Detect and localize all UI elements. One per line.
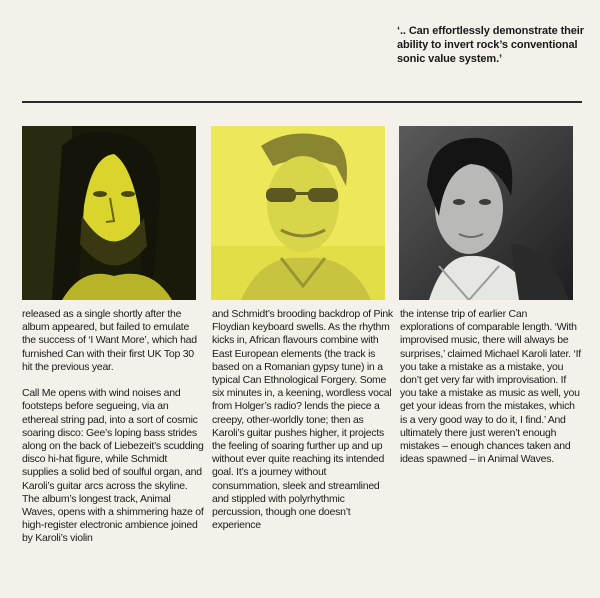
text-column-1 bbox=[22, 308, 204, 559]
portrait-image bbox=[211, 126, 385, 300]
pull-quote: ‘.. Can effortlessly demonstrate their ability to invert rock’s conventional sonic value system.’ bbox=[397, 25, 584, 65]
photo-band-member-2 bbox=[211, 126, 385, 300]
portrait-image bbox=[399, 126, 573, 300]
photo-band-member-1 bbox=[22, 126, 196, 300]
text-column-2 bbox=[212, 308, 394, 546]
paragraph: Call Me opens with wind noises and footsteps before segueing, via an ethereal string pad, into a sort of cosmic soaring disco: Gee’s loping bass strides along on the back of Liebezeit’s scudding disco hi-hat figure, while Schmidt supplies a solid bed of soulful organ, and Karoli’s guitar arcs across the skyline. The album’s longest track, Animal Waves, opens with a shimmering haze of high-register electronic ambience joined by Karoli’s violin bbox=[22, 387, 204, 545]
photo-band-member-3 bbox=[399, 126, 573, 300]
paragraph: and Schmidt’s brooding backdrop of Pink Floydian keyboard swells. As the rhythm kicks in, African flavours combine with East European elements (the track is based on a Romanian gypsy tune) in a typical Can Ethnological Forgery. Some six minutes in, a keening, wordless vocal from Holger’s radio? lends the piece a creepy, other-worldly tone; then as Karoli’s guitar pushes higher, it projects the feeling of soaring further up and up without ever quite reaching its intended goal. It’s a journey without consummation, sleek and streamlined and stippled with polyrhythmic percussion, though one doesn’t experience bbox=[212, 308, 393, 532]
text-column-3 bbox=[400, 308, 582, 480]
paragraph: released as a single shortly after the album appeared, but failed to emulate the success of ‘I Want More’, which had furnished Can with their first UK Top 30 hit the previous year. bbox=[22, 308, 197, 373]
horizontal-divider bbox=[22, 101, 582, 103]
paragraph: the intense trip of earlier Can explorations of comparable length. ‘With improvised music, there will always be surprises,’ claimed Michael Karoli later. ‘If you take a mistake as a mistake, you don’t get very far with improvisation. If you take a mistake as music as well, you get your ideas from the mistakes, which is a very good way to do it, I find.’ And ultimately there just weren’t enough mistakes – enough chances taken and ideas spawned – in Animal Waves. bbox=[400, 308, 581, 466]
portrait-image bbox=[22, 126, 196, 300]
